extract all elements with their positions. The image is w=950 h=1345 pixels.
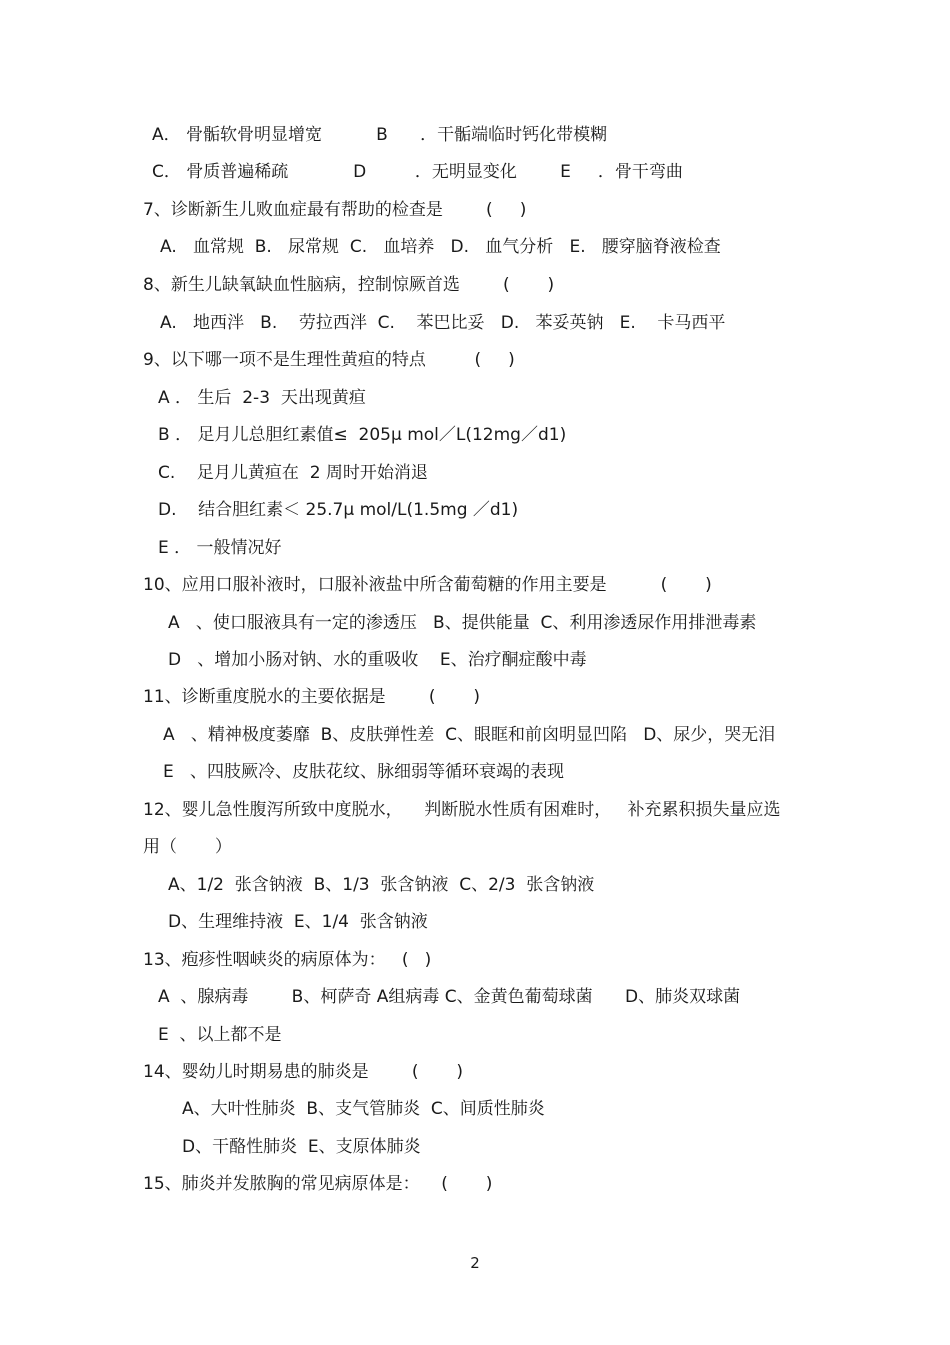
text-line: A、大叶性肺炎 B、支气管肺炎 C、间质性肺炎	[182, 1099, 545, 1119]
text-line: A 、使口服液具有一定的渗透压 B、提供能量 C、利用渗透尿作用排泄毒素	[168, 613, 757, 633]
text-line: D、干酪性肺炎 E、支原体肺炎	[182, 1137, 421, 1157]
text-line: C． 骨质普遍稀疏 D ．无明显变化 E ．骨干弯曲	[152, 162, 683, 182]
text-line: D. 结合胆红素＜ 25.7μ mol/L(1.5mg ／d1)	[158, 500, 519, 520]
text-line: A. 血常规 B. 尿常规 C. 血培养 D. 血气分析 E. 腰穿脑脊液检查	[160, 237, 721, 257]
page-number: 2	[470, 1254, 480, 1272]
text-line: A ． 生后 2-3 天出现黄疸	[158, 388, 366, 408]
text-line: A 、精神极度萎靡 B、皮肤弹性差 C、眼眶和前囟明显凹陷 D、尿少，哭无泪	[163, 725, 776, 745]
text-line: D、生理维持液 E、1/4 张含钠液	[168, 912, 428, 932]
text-line: E 、以上都不是	[158, 1025, 282, 1045]
text-line: 13、疱疹性咽峡炎的病原体为： ( )	[143, 950, 432, 970]
text-line: B ． 足月儿总胆红素值≤ 205μ mol／L(12mg／d1)	[158, 425, 567, 445]
text-line: A、1/2 张含钠液 B、1/3 张含钠液 C、2/3 张含钠液	[168, 875, 595, 895]
text-line: 7、诊断新生儿败血症最有帮助的检查是 ( )	[143, 200, 527, 220]
text-line: D 、增加小肠对钠、水的重吸收 E、治疗酮症酸中毒	[168, 650, 587, 670]
text-line: A. 地西泮 B. 劳拉西泮 C. 苯巴比妥 D. 苯妥英钠 E. 卡马西平	[160, 313, 726, 333]
text-line: 用（ ）	[143, 837, 232, 857]
text-line: C. 足月儿黄疸在 2 周时开始消退	[158, 463, 428, 483]
text-line: 14、婴幼儿时期易患的肺炎是 ( )	[143, 1062, 463, 1082]
text-line: 8、新生儿缺氧缺血性脑病，控制惊厥首选 ( )	[143, 275, 555, 295]
text-line: 12、婴儿急性腹泻所致中度脱水， 判断脱水性质有困难时， 补充累积损失量应选	[143, 800, 781, 820]
text-line: 11、诊断重度脱水的主要依据是 ( )	[143, 687, 480, 707]
text-line: E 、四肢厥冷、皮肤花纹、脉细弱等循环衰竭的表现	[163, 762, 564, 782]
text-line: 9、以下哪一项不是生理性黄疸的特点 ( )	[143, 350, 515, 370]
text-line: E ． 一般情况好	[158, 538, 282, 558]
text-line: A． 骨骺软骨明显增宽 B ．干骺端临时钙化带模糊	[152, 125, 608, 145]
text-line: A 、腺病毒 B、柯萨奇 A组病毒 C、金黄色葡萄球菌 D、肺炎双球菌	[158, 987, 741, 1007]
text-line: 10、应用口服补液时，口服补液盐中所含葡萄糖的作用主要是 ( )	[143, 575, 712, 595]
text-line: 15、肺炎并发脓胸的常见病原体是： ( )	[143, 1174, 493, 1194]
